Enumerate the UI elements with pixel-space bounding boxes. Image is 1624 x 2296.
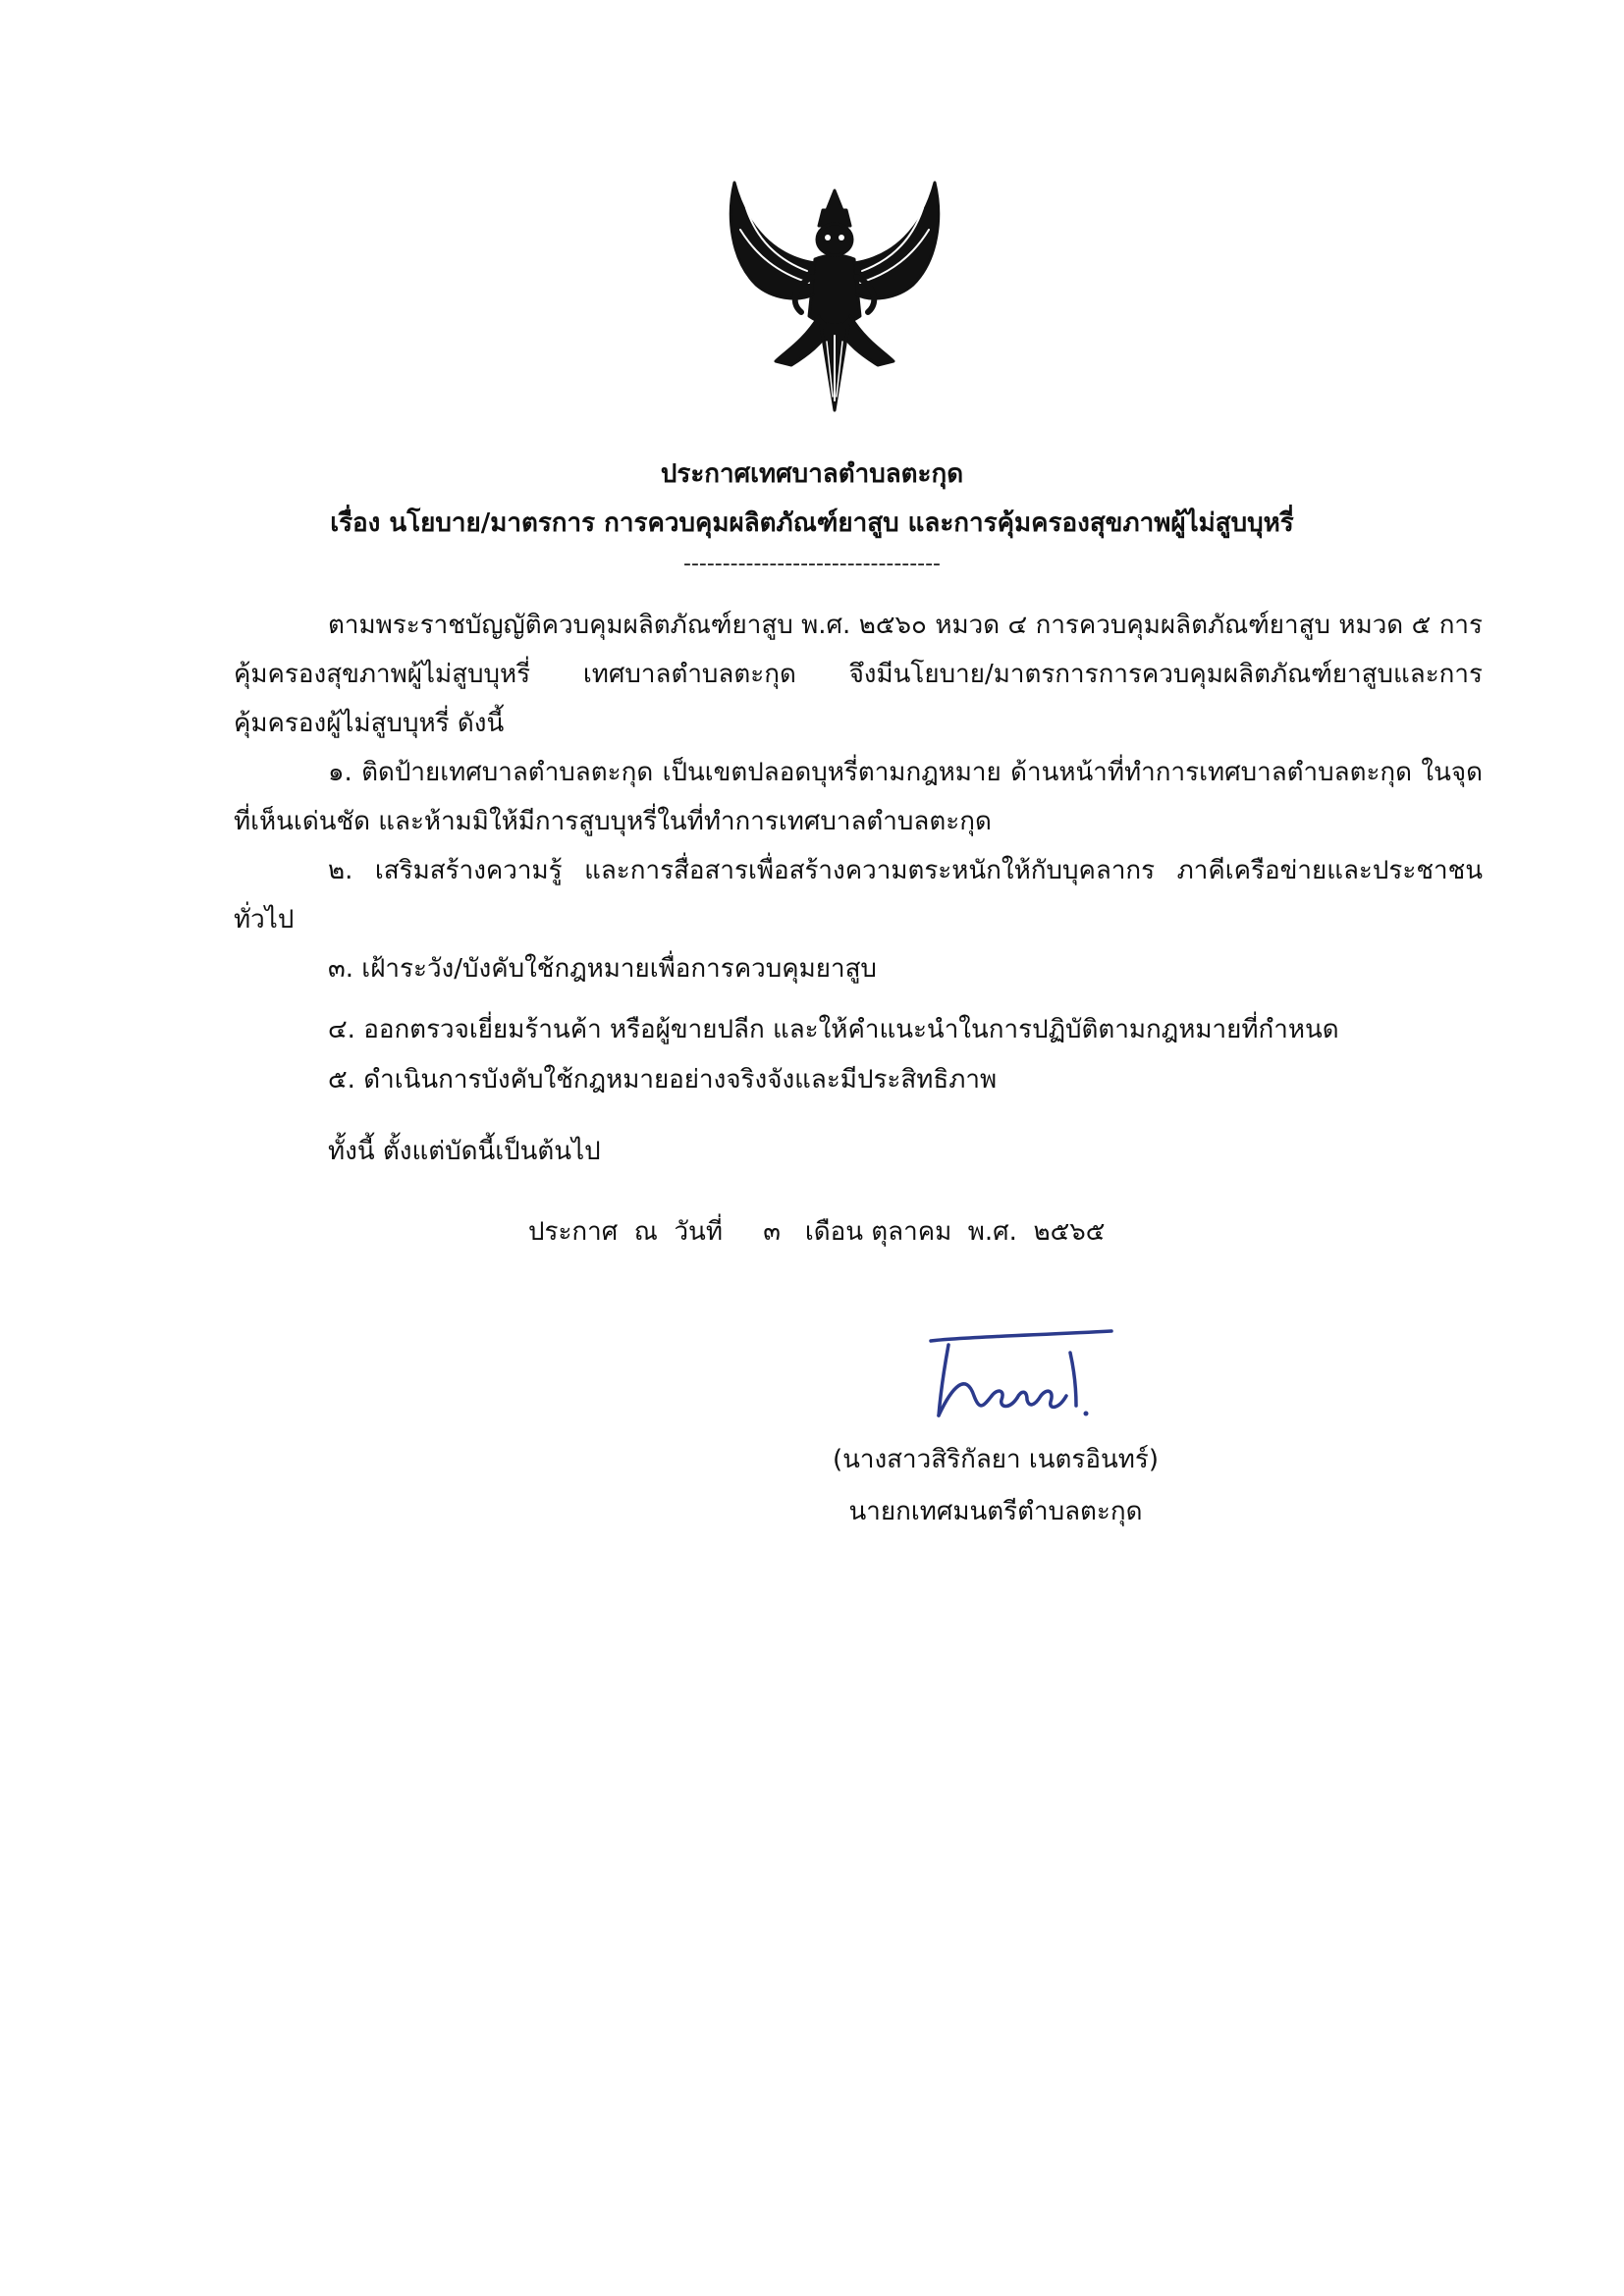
policy-item-3: [234, 944, 1483, 993]
policy-item-text: ๑. ติดป้ายเทศบาลตำบลตะกุด เป็นเขตปลอดบุหรี่ตามกฎหมาย ด้านหน้าที่ทำการเทศบาลตำบลตะกุด ในจุดที่เห็นเด่นชัด และห้ามมิให้มีการสูบบุหรี่ในที่ทำการเทศบาลตำบลตะกุด: [234, 758, 1483, 836]
intro-text: ตามพระราชบัญญัติควบคุมผลิตภัณฑ์ยาสูบ พ.ศ. ๒๕๖๐ หมวด ๔ การควบคุมผลิตภัณฑ์ยาสูบ หมวด ๕ การคุ้มครองสุขภาพผู้ไม่สูบบุหรี่ เทศบาลตำบลตะกุด จึงมีนโยบาย/มาตรการการควบคุมผลิตภัณฑ์ยาสูบและการคุ้มครองผู้ไม่สูบบุหรี่ ดังนี้: [234, 611, 1483, 738]
policy-item-1: [234, 748, 1483, 846]
policy-item-text: ๔. ออกตรวจเยี่ยมร้านค้า หรือผู้ขายปลีก และให้คำแนะนำในการปฏิบัติตามกฎหมายที่กำหนด: [328, 1015, 1339, 1044]
announcement-date: ประกาศ ณ วันที่ ๓ เดือน ตุลาคม พ.ศ. ๒๕๖๕: [528, 1217, 1106, 1247]
announcement-subject: เรื่อง นโยบาย/มาตรการ การควบคุมผลิตภัณฑ์ยาสูบ และการคุ้มครองสุขภาพผู้ไม่สูบบุหรี่: [330, 508, 1294, 538]
intro-paragraph: [234, 601, 1483, 748]
handwritten-signature: [923, 1327, 1119, 1430]
closing-statement: ทั้งนี้ ตั้งแต่บัดนี้เป็นต้นไป: [328, 1137, 601, 1166]
announcement-title: ประกาศเทศบาลตำบลตะกุด: [660, 459, 964, 489]
separator-line: ---------------------------------: [683, 552, 941, 576]
policy-item-text: ๒. เสริมสร้างความรู้ และการสื่อสารเพื่อสร้างความตระหนักให้กับบุคลากร ภาคีเครือข่ายและประชาชนทั่วไป: [234, 856, 1483, 934]
policy-item-text: ๕. ดำเนินการบังคับใช้กฎหมายอย่างจริงจังและมีประสิทธิภาพ: [328, 1065, 998, 1095]
policy-item-text: ๓. เฝ้าระวัง/บังคับใช้กฎหมายเพื่อการควบคุมยาสูบ: [328, 954, 877, 984]
policy-item-2: [234, 846, 1483, 944]
signer-name: (นางสาวสิริกัลยา เนตรอินทร์): [832, 1445, 1160, 1474]
policy-item-5: [234, 1055, 1483, 1104]
policy-item-4: [234, 1005, 1483, 1054]
signer-position: นายกเทศมนตรีตำบลตะกุด: [848, 1497, 1143, 1526]
garuda-emblem: [717, 169, 952, 419]
